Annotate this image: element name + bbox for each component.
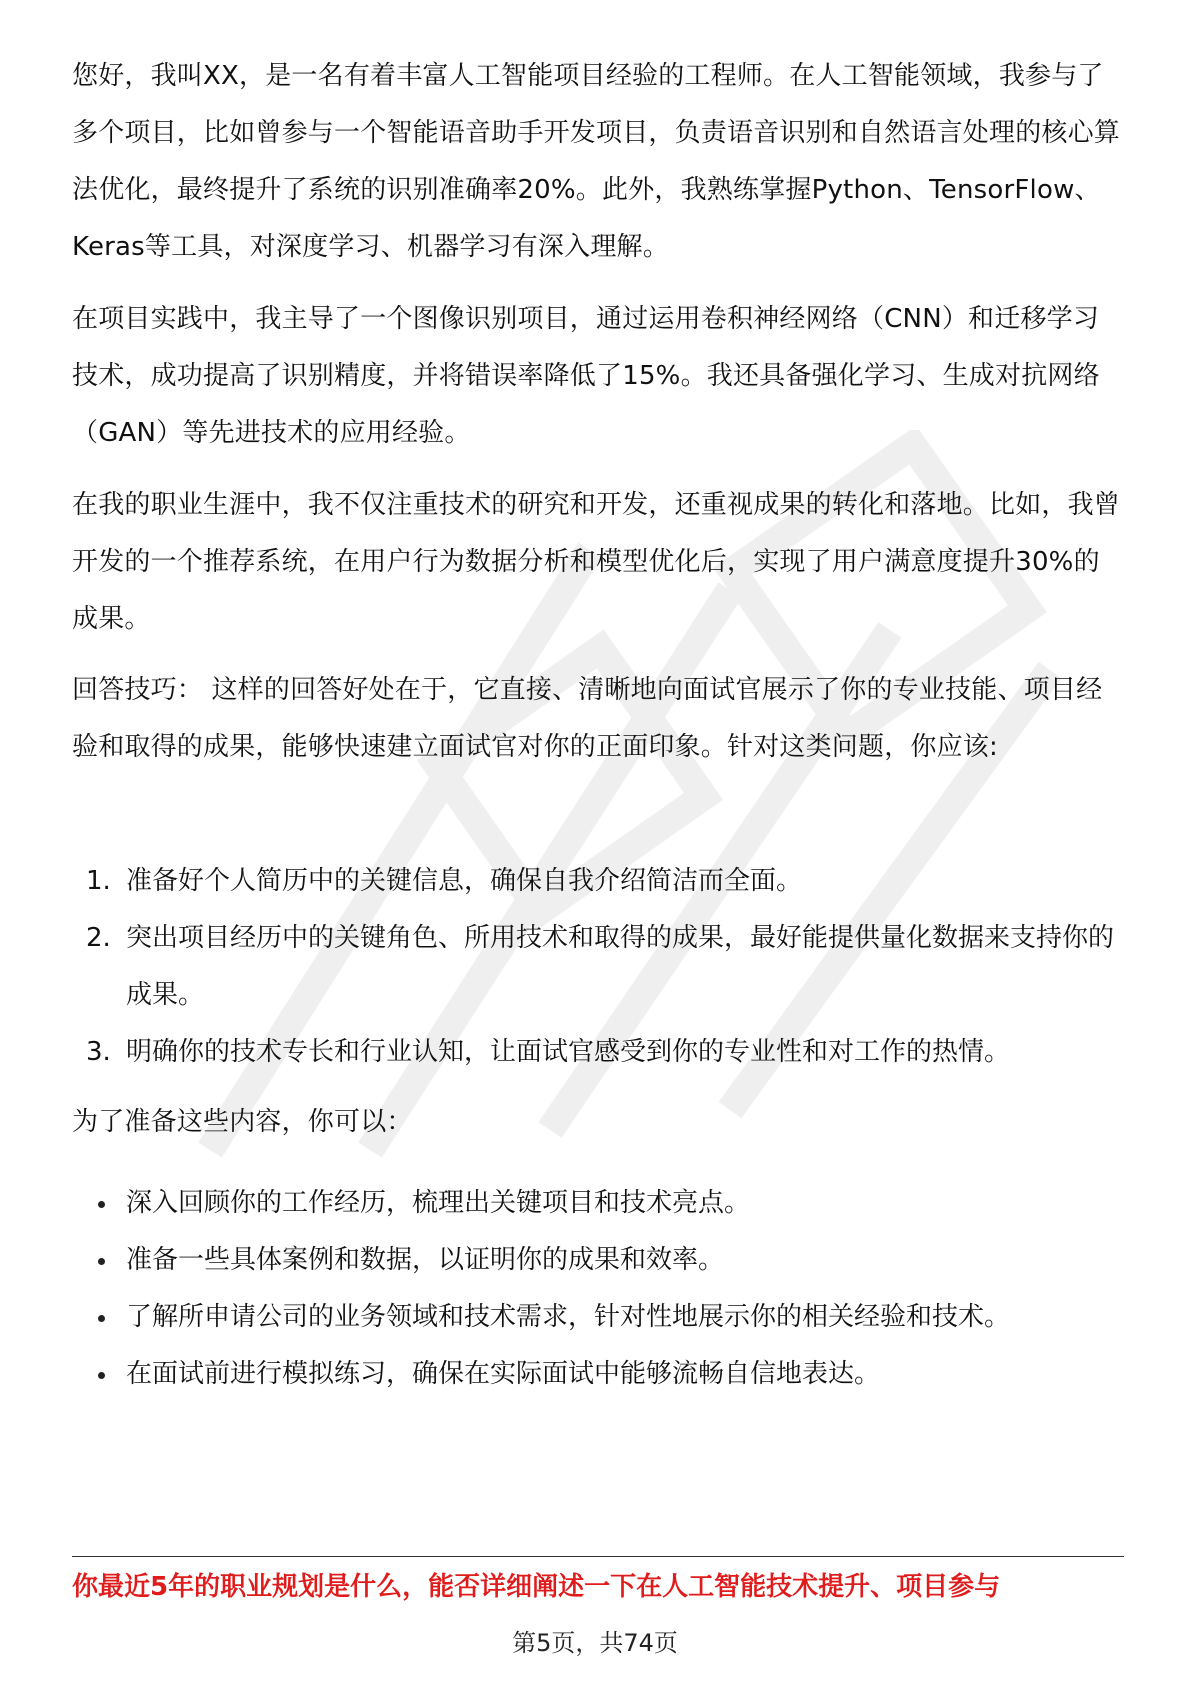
intro-paragraph: 您好，我叫XX，是一名有着丰富人工智能项目经验的工程师。在人工智能领域，我参与了多个项目，比如曾参与一个智能语音助手开发项目，负责语音识别和自然语言处理的核心算法优化，最终提升了系统的识别准确率20%。此外，我熟练掌握Python、TensorFlow、Keras等工具，对深度学习、机器学习有深入理解。 (72, 61, 1121, 262)
list-item-text: 准备好个人简历中的关键信息，确保自我介绍简洁而全面。 (126, 866, 803, 896)
list-item-text: 明确你的技术专长和行业认知，让面试官感受到你的专业性和对工作的热情。 (126, 1037, 1011, 1067)
next-question-heading: 你最近5年的职业规划是什么，能否详细阐述一下在人工智能技术提升、项目参与 (72, 1572, 1001, 1602)
project-paragraph: 在项目实践中，我主导了一个图像识别项目，通过运用卷积神经网络（CNN）和迁移学习技术，成功提高了识别精度，并将错误率降低了15%。我还具备强化学习、生成对抗网络（GAN）等先进技术的应用经验。 (72, 304, 1100, 448)
list-item-text: 在面试前进行模拟练习，确保在实际面试中能够流畅自信地表达。 (126, 1359, 881, 1389)
bullet-icon (98, 1315, 105, 1322)
list-item-text: 深入回顾你的工作经历，梳理出关键项目和技术亮点。 (126, 1188, 751, 1218)
career-paragraph: 在我的职业生涯中，我不仅注重技术的研究和开发，还重视成果的转化和落地。比如，我曾开发的一个推荐系统，在用户行为数据分析和模型优化后，实现了用户满意度提升30%的成果。 (72, 490, 1121, 634)
list-number: 2. (86, 923, 111, 953)
prep-intro: 为了准备这些内容，你可以： (72, 1107, 413, 1137)
list-item (72, 910, 1122, 1024)
list-item (72, 853, 1122, 910)
list-number: 1. (86, 866, 111, 896)
bullet-list (72, 1175, 1122, 1403)
bullet-icon (98, 1201, 105, 1208)
section-divider (72, 1556, 1124, 1557)
bullet-icon (98, 1372, 105, 1379)
list-item-text: 准备一些具体案例和数据，以证明你的成果和效率。 (126, 1245, 725, 1275)
page-number-footer: 第5页，共74页 (512, 1629, 678, 1657)
list-item-text: 了解所申请公司的业务领域和技术需求，针对性地展示你的相关经验和技术。 (126, 1302, 1011, 1332)
bullet-icon (98, 1258, 105, 1265)
numbered-list (72, 853, 1122, 1081)
list-item-text: 突出项目经历中的关键角色、所用技术和取得的成果，最好能提供量化数据来支持你的成果。 (126, 923, 1115, 1010)
list-item (72, 1346, 1122, 1403)
list-item (72, 1232, 1122, 1289)
list-item (72, 1024, 1122, 1081)
answer-tips-paragraph: 回答技巧： 这样的回答好处在于，它直接、清晰地向面试官展示了你的专业技能、项目经验和取得的成果，能够快速建立面试官对你的正面印象。针对这类问题，你应该: (72, 675, 1103, 762)
list-item (72, 1175, 1122, 1232)
list-item (72, 1289, 1122, 1346)
list-number: 3. (86, 1037, 111, 1067)
